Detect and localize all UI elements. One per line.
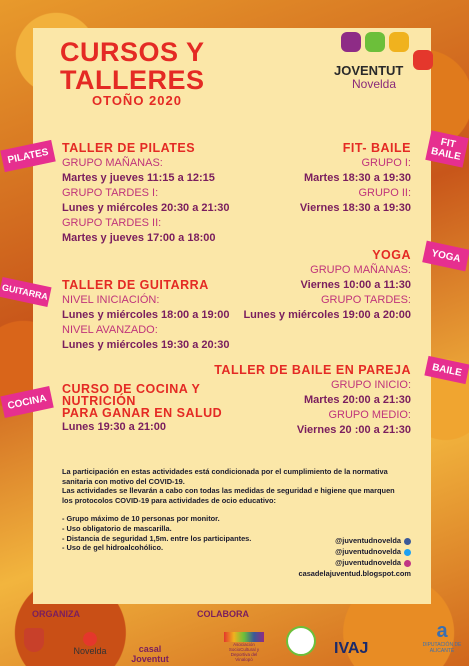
section-cocina: CURSO DE COCINA Y NUTRICIÓN PARA GANAR EN SALUD Lunes 19:30 a 21:00 <box>62 382 223 433</box>
ivaj-logo: IVAJ <box>334 640 369 657</box>
tag-yoga: YOGA <box>422 241 469 272</box>
covid-notice: La participación en estas actividades está condicionada por el cumplimiento de la normativa sanitaria con motivo del COVID-19. Las actividades se llevarán a cabo con todas las medidas de seguridad e higiene que marquen los protocolos COVID-19 para actividades de ocio educativo: - Grupo máximo de 10 personas por monitor. - Uso obligatorio de mascarilla. - Distancia de seguridad 1,5m. entre los participantes. - Uso de gel hidroalcohólico. <box>62 467 395 553</box>
novelda-logo: Novelda <box>68 632 112 656</box>
blog-link[interactable]: casadelajuventud.blogspot.com <box>298 569 411 578</box>
footer-colabora-label: COLABORA <box>197 609 249 619</box>
logo-text-joventut: JOVENTUT <box>334 63 404 78</box>
section-yoga: YOGA GRUPO MAÑANAS: Viernes 10:00 a 11:30 GRUPO TARDES: Lunes y miércoles 19:00 a 20:00 <box>243 248 411 321</box>
instagram-icon <box>404 560 411 567</box>
diputacion-alicante-logo: a DIPUTACIÓN DE ALICANTE <box>422 620 462 654</box>
section-guitarra: TALLER DE GUITARRA NIVEL INICIACIÓN: Lunes y miércoles 18:00 a 19:00 NIVEL AVANZADO: Lunes y miércoles 19:30 a 20:30 <box>62 278 230 351</box>
ayuntamiento-crest-logo <box>24 628 44 652</box>
logo-text-novelda: Novelda <box>352 77 397 91</box>
green-circle-logo <box>286 626 316 656</box>
tag-baile: BAILE <box>424 356 469 384</box>
social-links <box>298 535 411 579</box>
facebook-icon <box>404 538 411 545</box>
instagram-link[interactable]: @juventudnovelda <box>298 557 411 568</box>
facebook-link[interactable]: @juventudnovelda <box>298 535 411 546</box>
section-pilates: TALLER DE PILATES GRUPO MAÑANAS: Martes y jueves 11:15 a 12:15 GRUPO TARDES I: Lunes y miércoles 20:30 a 21:30 GRUPO TARDES II: Martes y jueves 17:00 a 18:00 <box>62 141 230 244</box>
tag-guitarra: GUITARRA <box>0 277 52 307</box>
twitter-icon <box>404 549 411 556</box>
footer-organiza-label: ORGANIZA <box>32 609 80 619</box>
twitter-link[interactable]: @juventudnovelda <box>298 546 411 557</box>
section-fit-baile: FIT- BAILE GRUPO I: Martes 18:30 a 19:30 GRUPO II: Viernes 18:30 a 19:30 <box>299 141 411 214</box>
tag-pilates: PILATES <box>0 140 55 172</box>
section-baile-pareja: TALLER DE BAILE EN PAREJA GRUPO INICIO: Martes 20:00 a 21:30 GRUPO MEDIO: Viernes 20 :00 a 21:30 <box>214 363 411 436</box>
tag-fit-baile: FIT BAILE <box>425 130 468 167</box>
asociacion-logo: Asociación SocioCultural y Deportiva del Vinalopó <box>224 632 264 662</box>
casal-joventut-logo: casal Joventut <box>131 644 169 664</box>
page-title: CURSOS Y TALLERES <box>60 37 205 95</box>
tag-cocina: COCINA <box>0 386 53 418</box>
page-subtitle: OTOÑO 2020 <box>92 93 182 108</box>
